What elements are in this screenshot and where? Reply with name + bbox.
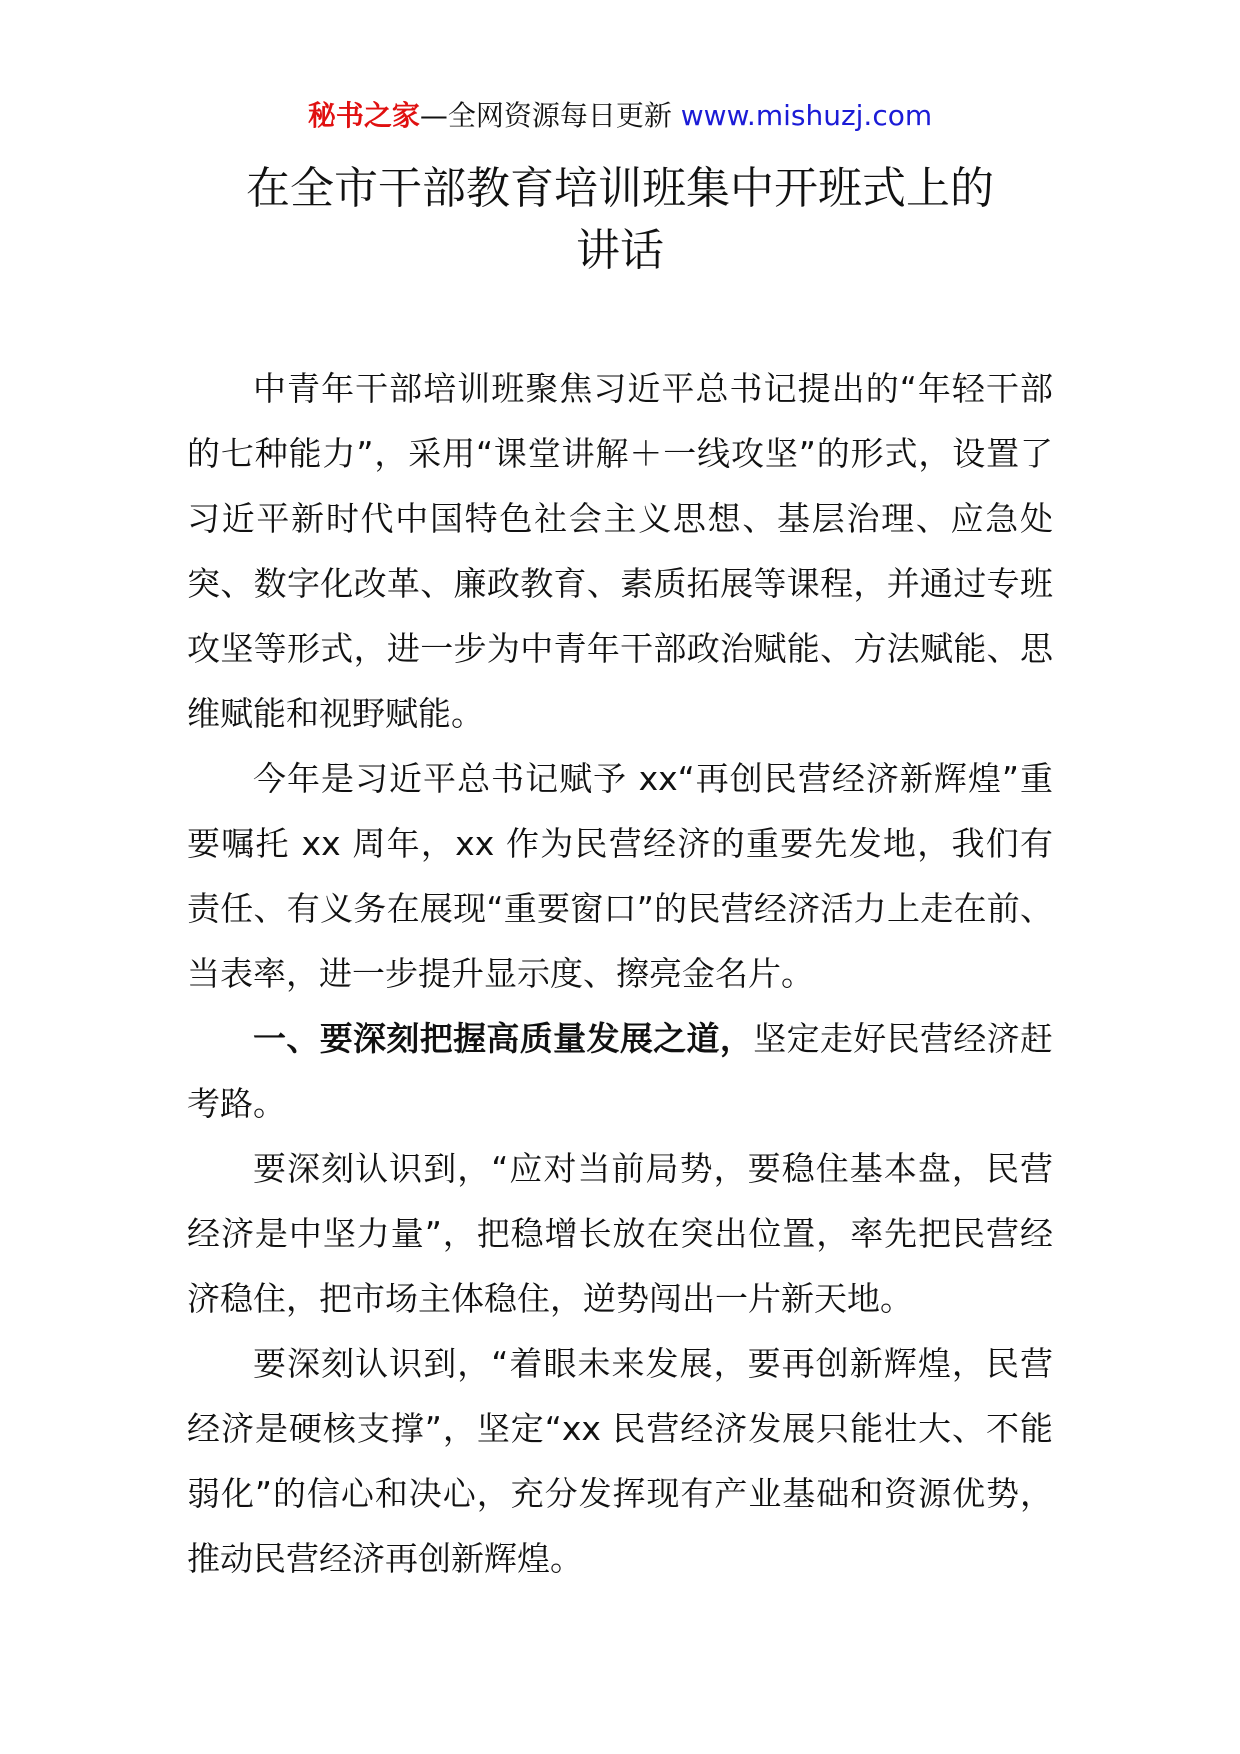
document-title-line-2: 讲话 (576, 225, 664, 276)
site-header (0, 98, 1240, 134)
paragraph-4: 要深刻认识到，“着眼未来发展，要再创新辉煌，民营经济是硬核支撑”，坚定“xx 民营经济发展只能壮大、不能弱化”的信心和决心，充分发挥现有产业基础和资源优势，推动民营经济再创新辉煌。 (187, 1344, 1053, 1578)
site-url-link[interactable]: www.mishuzj.com (680, 99, 933, 132)
section-heading-lead: 一、要深刻把握高质量发展之道， (253, 1019, 754, 1058)
document-body (187, 356, 1053, 1591)
paragraph-3: 要深刻认识到，“应对当前局势，要稳住基本盘，民营经济是中坚力量”，把稳增长放在突出位置，率先把民营经济稳住，把市场主体稳住，逆势闯出一片新天地。 (187, 1149, 1053, 1318)
paragraph-1: 中青年干部培训班聚焦习近平总书记提出的“年轻干部的七种能力”，采用“课堂讲解＋一线攻坚”的形式，设置了习近平新时代中国特色社会主义思想、基层治理、应急处突、数字化改革、廉政教育、素质拓展等课程，并通过专班攻坚等形式，进一步为中青年干部政治赋能、方法赋能、思维赋能和视野赋能。 (187, 369, 1053, 733)
paragraph-2: 今年是习近平总书记赋予 xx“再创民营经济新辉煌”重要嘱托 xx 周年，xx 作为民营经济的重要先发地，我们有责任、有义务在展现“重要窗口”的民营经济活力上走在前、当表率，进一步提升显示度、擦亮金名片。 (187, 759, 1053, 993)
site-brand: 秘书之家 (307, 99, 420, 132)
section-heading-1 (187, 1006, 1053, 1136)
document-title (0, 158, 1240, 282)
site-tagline: —全网资源每日更新 (419, 99, 681, 132)
document-title-line-1: 在全市干部教育培训班集中开班式上的 (246, 163, 994, 214)
section-heading-rest: 坚定走好民营经济赶考路。 (187, 1019, 1054, 1123)
